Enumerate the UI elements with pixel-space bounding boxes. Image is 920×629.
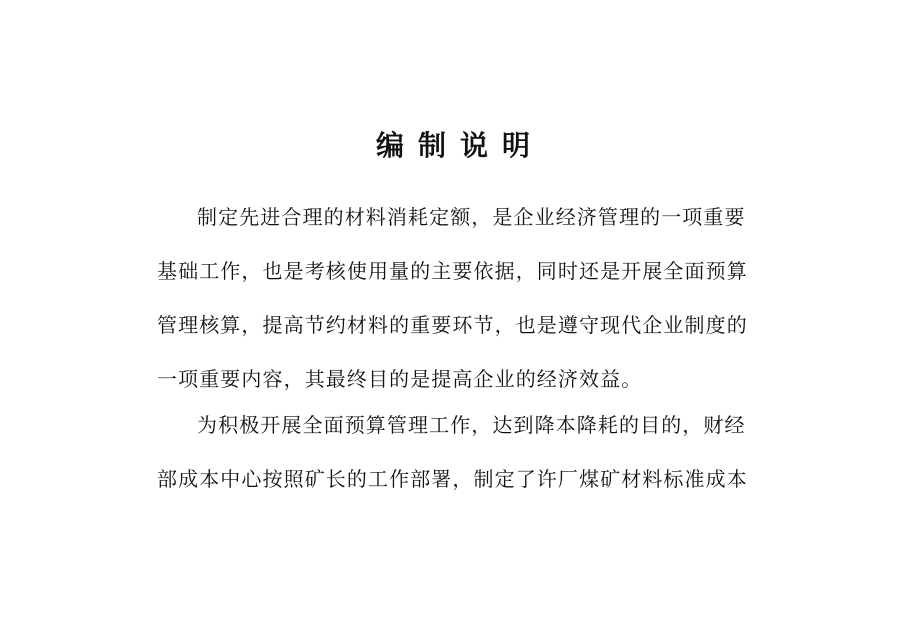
paragraph-1-line-2: 基础工作，也是考核使用量的主要依据，同时还是开展全面预算: [157, 259, 748, 283]
paragraph-1-line-4: 一项重要内容，其最终目的是提高企业的经济效益。: [157, 367, 643, 391]
paragraph-1-line-3: 管理核算，提高节约材料的重要环节，也是遵守现代企业制度的: [157, 313, 748, 337]
paragraph-1-line-1: 制定先进合理的材料消耗定额，是企业经济管理的一项重要: [197, 205, 746, 229]
paragraph-2-line-2: 部成本中心按照矿长的工作部署，制定了许厂煤矿材料标准成本: [157, 467, 748, 491]
page-title: 编制说明: [375, 129, 544, 162]
paragraph-2-line-1: 为积极开展全面预算管理工作，达到降本降耗的目的，财经: [197, 413, 746, 437]
